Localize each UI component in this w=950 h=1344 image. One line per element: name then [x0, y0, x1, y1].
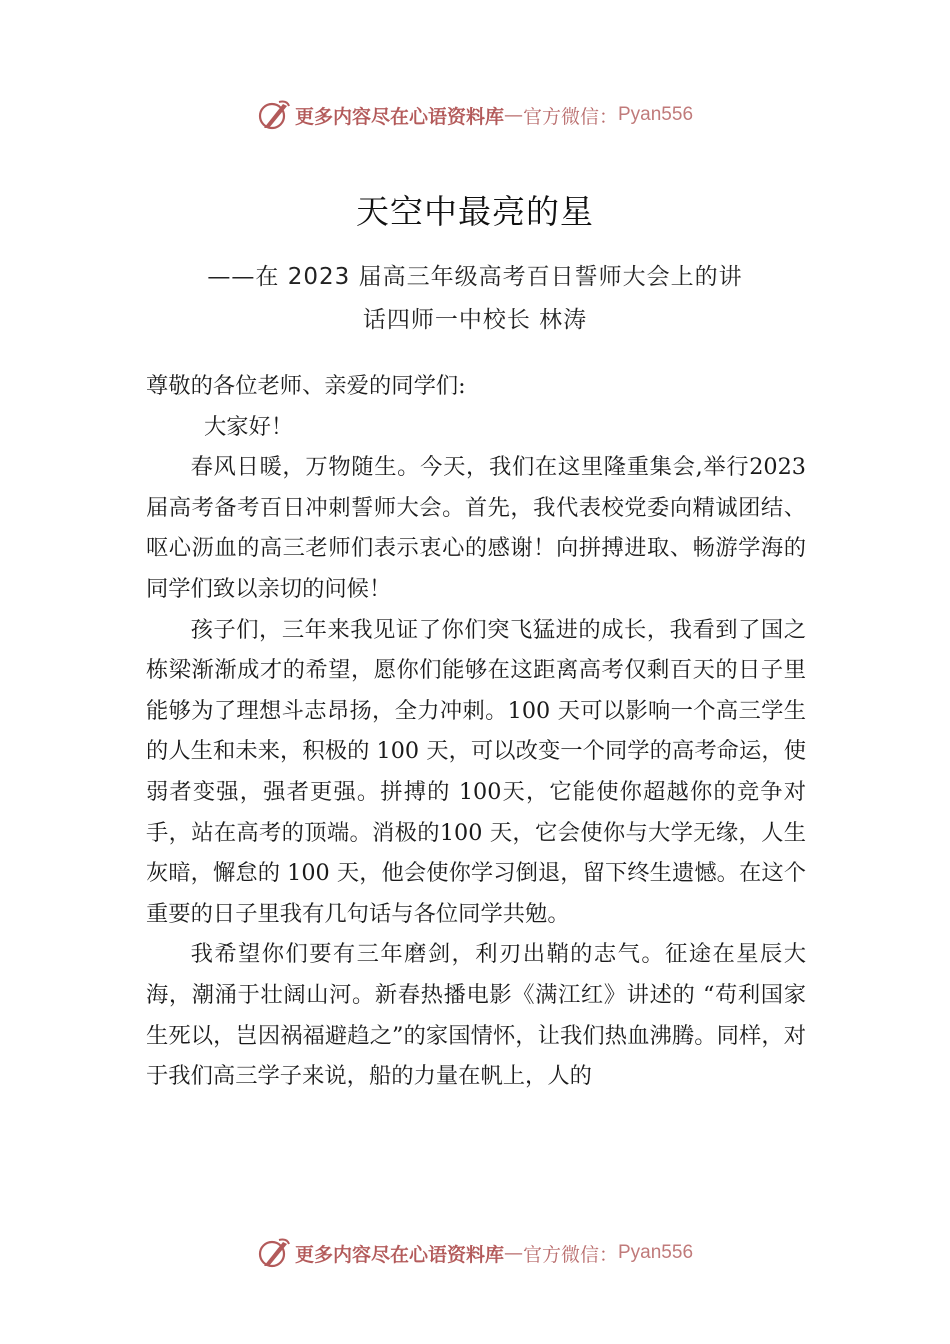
paragraph-3: 我希望你们要有三年磨剑，利刃出鞘的志气。征途在星辰大海，潮涌于壮阔山河。新春热播电影《满江红》讲述的 “苟利国家生死以，岂因祸福避趋之”的家国情怀，让我们热血沸腾。同样，对于我们高三学子来说，船的力量在帆上，人的 [146, 941, 806, 1090]
subtitle-prefix: ——在 [207, 264, 288, 290]
document-subtitle-line2: 话四师一中校长 林涛 [362, 307, 588, 333]
paragraph-1: 春风日暖，万物随生。今天，我们在这里隆重集会,举行2023 届高考备考百日冲刺誓师大会。首先，我代表校党委向精诚团结、呕心沥血的高三老师们表示衷心的感谢！向拼搏进取、畅游学海的同学们致以亲切的问候！ [146, 454, 806, 602]
salutation: 尊敬的各位老师、亲爱的同学们: [146, 373, 466, 399]
watermark-label: 官方微信： [522, 1243, 618, 1266]
document-title: 天空中最亮的星 [356, 192, 594, 231]
document-subtitle-line1 [0, 258, 950, 291]
paragraph-2: 孩子们，三年来我见证了你们突飞猛进的成长，我看到了国之栋梁渐渐成才的希望，愿你们能够在这距离高考仅剩百天的日子里能够为了理想斗志昂扬，全力冲刺。100 天可以影响一个高三学生的人生和未来，积极的 100 天，可以改变一个同学的高考命运，使弱者变强，强者更强。拼搏的 100天，它能使你超越你的竞争对手，站在高考的顶端。消极的100 天，它会使你与大学无缘，人生灰暗，懈怠的 100 天，他会使你学习倒退，留下终生遗憾。在这个重要的日子里我有几句话与各位同学共勉。 [146, 616, 806, 927]
watermark-account: Pyan556 [618, 104, 694, 125]
greeting: 大家好！ [204, 413, 294, 440]
quill-pen-logo-icon [257, 1236, 291, 1270]
watermark-brand: 更多内容尽在心语资料库 [294, 1243, 504, 1266]
watermark-account: Pyan556 [618, 1242, 694, 1263]
watermark-header [0, 95, 950, 135]
watermark-dash: — [503, 1242, 523, 1264]
watermark-footer [0, 1233, 950, 1273]
watermark-label: 官方微信： [522, 105, 618, 128]
document-body [146, 366, 806, 1097]
subtitle-suffix: 届高三年级高考百日誓师大会上的讲 [350, 264, 743, 290]
watermark-dash: — [503, 104, 523, 126]
quill-pen-logo-icon [257, 98, 291, 132]
watermark-brand: 更多内容尽在心语资料库 [294, 105, 504, 128]
subtitle-year: 2023 [287, 264, 351, 290]
